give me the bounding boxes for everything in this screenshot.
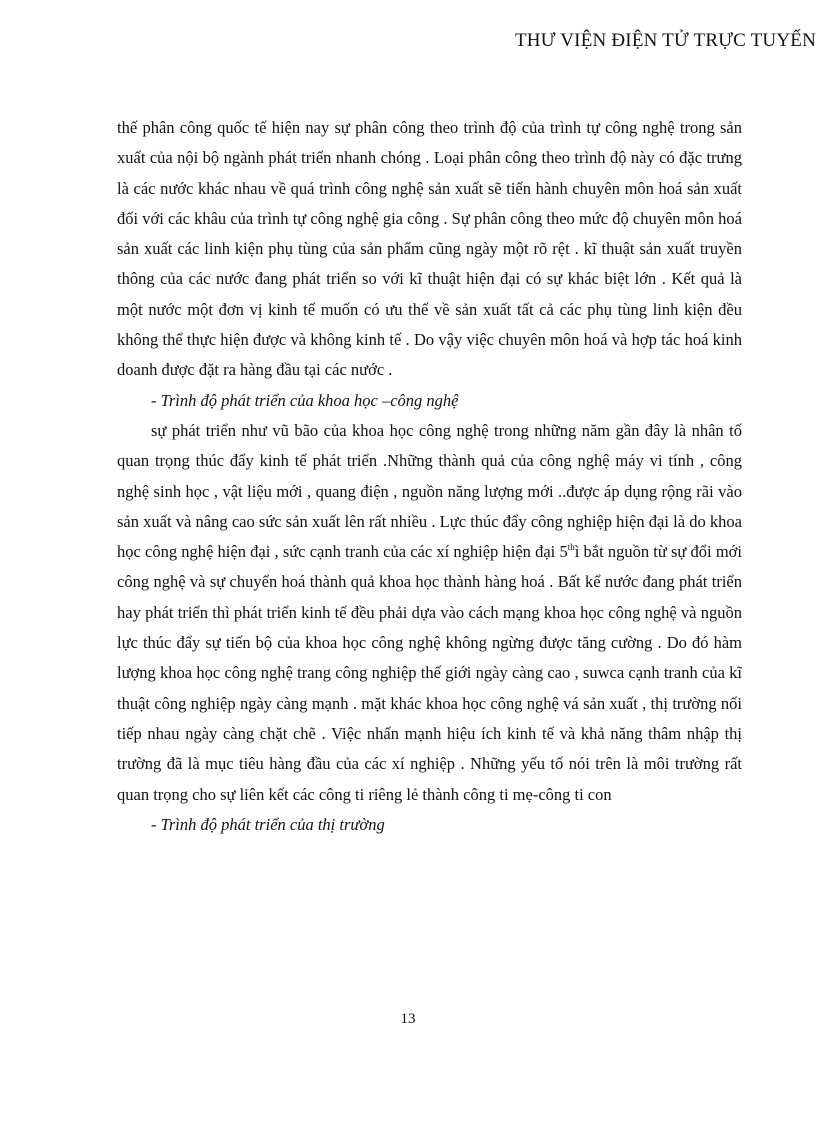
superscript-th: th xyxy=(567,542,575,553)
running-header: THƯ VIỆN ĐIỆN TỬ TRỰC TUYẾN xyxy=(514,30,816,51)
section-heading-market: - Trình độ phát triển của thị trường xyxy=(151,814,385,834)
paragraph-text-end: ì bắt nguồn từ sự đổi mới công nghệ và sự chuyển hoá thành quả khoa học thành hàng hoá . Bất kể nước đang phát triển hay phát triển thì phát triển kinh tế đều phải dựa vào cách mạng khoa học công nghệ và nguồn lực thúc đẩy sự tiến bộ của khoa học công nghệ không ngừng được tăng cường . Do đó hàm lượng khoa học công nghệ trang công nghiệp thế giới ngày càng cao , suwca cạnh tranh của kĩ thuật công nghiệp ngày càng mạnh . mặt khác khoa học công nghệ vá sản xuất , thị trường nối tiếp nhau ngày càng chặt chẽ . Việc nhấn mạnh hiệu ích kinh tế và khả năng thâm nhập thị trường đã là mục tiêu hàng đầu của các xí nghiệp . Những yếu tố nói trên là môi trường rất quan trọng cho sự liên kết các công ti riêng lẻ thành công ti mẹ-công ti con xyxy=(117,542,742,804)
paragraph-text-start: sự phát triển như vũ bão của khoa học công nghệ trong những năm gần đây là nhân tố quan trọng thúc đẩy kinh tế phát triển .Những thành quả của công nghệ máy vi tính , công nghệ sinh học , vật liệu mới , quang điện , nguồn năng lượng mới ..được áp dụng rộng rãi vào sản xuất và nâng cao sức sản xuất lên rất nhiều . Lực thúc đẩy công nghiệp hiện đại là do khoa học công nghệ hiện đại , sức cạnh tranh của các xí nghiệp hiện đại 5 xyxy=(117,420,742,562)
paragraph-international-division: thế phân công quốc tế hiện nay sự phân công theo trình độ của trình tự công nghệ trong sản xuất của nội bộ ngành phát triển nhanh chóng . Loại phân công theo trình độ này có đặc trưng là các nước khác nhau về quá trình công nghệ sản xuất sẽ tiến hành chuyên môn hoá sản xuất đối với các khâu của trình tự công nghệ gia công . Sự phân công theo mức độ chuyên môn hoá sản xuất các linh kiện phụ tùng của sản phẩm cũng ngày một rõ rệt . kĩ thuật sản xuất truyền thông của các nước đang phát triển so với kĩ thuật hiện đại có sự khác biệt lớn . Kết quả là một nước một đơn vị kinh tế muốn có ưu thế về sản xuất tất cả các phụ tùng linh kiện đều không thể thực hiện được và không kinh tế . Do vậy việc chuyên môn hoá và hợp tác hoá kinh doanh được đặt ra hàng đầu tại các nước . xyxy=(117,118,742,380)
document-body xyxy=(117,113,742,840)
section-heading-science-technology: - Trình độ phát triển của khoa học –công nghệ xyxy=(151,390,459,410)
page-number: 13 xyxy=(400,1011,416,1027)
paragraph-science-technology xyxy=(117,416,742,810)
